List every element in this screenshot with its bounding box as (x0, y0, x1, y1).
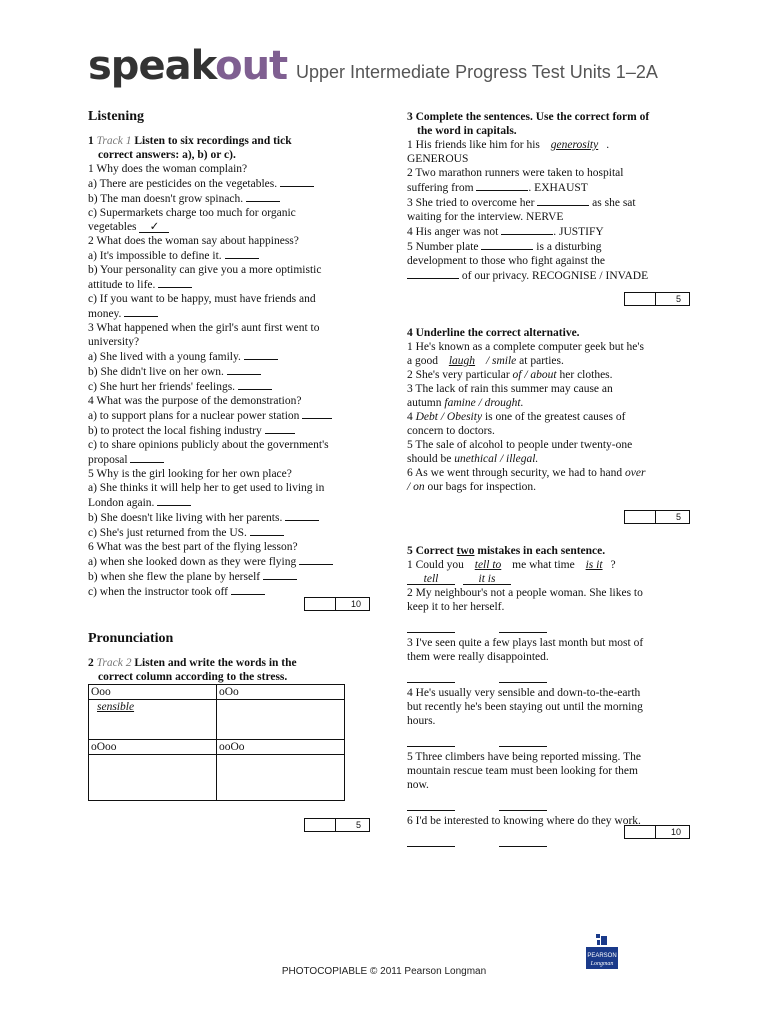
alternative-choice[interactable]: Debt / Obesity (415, 411, 483, 423)
option-line: c) Supermarkets charge too much for organic (88, 207, 296, 219)
question-line: 1 Why does the woman complain? (88, 163, 248, 175)
question-line: 2 What does the woman say about happiness? (88, 235, 299, 247)
q5-section: 5 Correct two mistakes in each sentence. 1 Could you tell to me what time is it ? tell it is 2 My neighbour's not a people woman. She likes to keep it to her herself. 3 I've seen quite a few plays last month but most of them were really disappointed. 4 He's usually very sensible and down-to-the-earth but recently he's been staying out until the morning hours. 5 Three climbers have being reported missing. The mountain rescue team must been looking for them now. 6 I'd be interested to knowing where do they work. (407, 544, 682, 850)
option-line: a) She lived with a young family. (88, 349, 356, 364)
option-line: c) If you want to be happy, must have friends and (88, 293, 316, 305)
listening-score-box: 10 (304, 597, 370, 611)
pearson-wordmark: PEARSON (587, 953, 617, 959)
column-header: ooOo (217, 740, 345, 755)
option-line: c) when the instructor took off (88, 584, 356, 599)
answer-blank[interactable] (130, 452, 164, 463)
option-line: a) to support plans for a nuclear power station (88, 408, 356, 423)
correction-field[interactable]: tell (407, 572, 455, 585)
option-line: London again. (88, 495, 356, 510)
correction-field[interactable] (407, 670, 455, 683)
option-line: b) She doesn't like living with her parents. (88, 510, 356, 525)
answer-blank[interactable] (157, 495, 191, 506)
answer-blank[interactable] (476, 180, 528, 191)
option-line: proposal (88, 452, 356, 467)
footer-copyright: PHOTOCOPIABLE © 2011 Pearson Longman (281, 966, 487, 977)
answer-cell[interactable] (89, 700, 217, 740)
option-line: a) It's impossible to define it. (88, 248, 356, 263)
q4-heading: 4 Underline the correct alternative. (407, 327, 580, 339)
answer-blank[interactable] (158, 277, 192, 288)
column-header: oOoo (89, 740, 217, 755)
option-line: money. (88, 306, 356, 321)
correction-field[interactable] (407, 734, 455, 747)
pronunciation-score-box: 5 (304, 818, 370, 832)
answer-blank[interactable] (299, 554, 333, 565)
question-line: 4 What was the purpose of the demonstration? (88, 395, 302, 407)
answer-blank[interactable] (280, 176, 314, 187)
answer-blank[interactable] (285, 510, 319, 521)
answer-cell[interactable] (89, 755, 217, 801)
correction-field[interactable] (499, 620, 547, 633)
q4-section: 4 Underline the correct alternative. 1 He's known as a complete computer geek but he's a good laugh / smile at parties. 2 She's very particular of / about her clothes. 3 The lack of rain this summer may cause an autumn famine / drought. 4 Debt / Obesity is one of the greatest causes of concern to doctors. 5 The sale of alcohol to people under twenty-one should be unethical / illegal. 6 As we went through security, we had to hand over / on our bags for inspection. (407, 326, 682, 494)
left-column: Listening 1 Track 1 Listen to six recordings and tick correct answers: a), b) or c). 1 Why does the woman complain? a) There are pesticides on the vegetables. b) The man doesn't grow spinach. c) Supermarkets charge too much for organic vegetables ✓ 2 What does the woman say about happiness? a) It's impossible to define it. b) Your personality can give you a more optimistic attitude to life. c) If you want to be happy, must have friends and money. 3 What happened when the girl's aunt first went to university? a) She lived with a young family. b) She didn't live on her own. c) She hurt her friends' feelings. 4 What was the purpose of the demonstration? a) to support plans for a nuclear power station b) to protect the local fishing industry c) to share opinions publicly about the government's proposal 5 Why is the girl looking for her own place? a) She thinks it will help her to get used to living in London again. b) She doesn't like living with her parents. c) She's just returned from the US. 6 What was the best part of the flying lesson? a) when she looked down as they were flying b) when she flew the plane by herself c) when the instructor took off (88, 110, 356, 599)
header (88, 44, 287, 88)
example-answer: generosity (550, 139, 599, 151)
option-line: c) to share opinions publicly about the government's (88, 439, 329, 451)
answer-blank[interactable] (231, 584, 265, 595)
stress-table (88, 684, 345, 801)
option-line: a) She thinks it will help her to get used to living in (88, 482, 325, 494)
answer-blank[interactable] (263, 569, 297, 580)
correction-field[interactable] (499, 734, 547, 747)
question-line: 3 What happened when the girl's aunt first went to (88, 322, 320, 334)
answer-blank[interactable] (302, 408, 332, 419)
option-line: b) to protect the local fishing industry (88, 423, 356, 438)
answer-blank[interactable] (124, 306, 158, 317)
answer-blank[interactable] (407, 268, 459, 279)
answer-blank[interactable] (501, 224, 553, 235)
question-line: 6 What was the best part of the flying lesson? (88, 541, 298, 553)
answer-blank[interactable] (238, 379, 272, 390)
track-label: Track 2 (96, 657, 132, 669)
alternative-choice[interactable]: over (625, 467, 646, 479)
longman-wordmark: Longman (590, 961, 614, 967)
example-answer: laugh (448, 355, 476, 367)
tick-mark: ✓ (149, 221, 160, 233)
q3-heading: 3 Complete the sentences. Use the correct form of (407, 111, 650, 123)
page-title: Upper Intermediate Progress Test Units 1–2A (296, 62, 658, 82)
right-column: 3 Complete the sentences. Use the correct form of the word in capitals. 1 His friends like him for his generosity . GENEROUS 2 Two marathon runners were taken to hospital suffering from . EXHAUST 3 She tried to overcome her as she sat waiting for the interview. NERVE 4 His anger was not . JUSTIFY 5 Number plate is a disturbing development to those who fight against the of our privacy. RECOGNISE / INVADE (407, 110, 682, 283)
track-label: Track 1 (96, 135, 132, 147)
option-line: b) The man doesn't grow spinach. (88, 191, 356, 206)
example-word: sensible (97, 701, 135, 713)
correction-field[interactable] (499, 834, 547, 847)
option-line: c) She hurt her friends' feelings. (88, 379, 356, 394)
answer-cell[interactable] (217, 755, 345, 801)
correction-field[interactable] (407, 620, 455, 633)
option-line: b) Your personality can give you a more optimistic (88, 264, 322, 276)
example-answer: is it (585, 559, 603, 571)
option-line: a) There are pesticides on the vegetables. (88, 176, 356, 191)
question-line: 5 Why is the girl looking for her own place? (88, 468, 292, 480)
option-line: b) She didn't live on her own. (88, 364, 356, 379)
pronunciation-section: Pronunciation 2 Track 2 Listen and write the words in the correct column according to the stress. Ooo oOo sensible oOoo ooOo (88, 632, 356, 801)
answer-blank[interactable] (537, 195, 589, 206)
correction-field[interactable] (499, 798, 547, 811)
speakout-logo: speakout (88, 43, 288, 89)
answer-blank[interactable] (265, 423, 295, 434)
answer-blank[interactable] (244, 349, 278, 360)
option-line: b) when she flew the plane by herself (88, 569, 356, 584)
column-header: oOo (217, 685, 345, 700)
answer-blank[interactable] (250, 525, 284, 536)
correction-field[interactable] (407, 834, 455, 847)
q3-score-box: 5 (624, 292, 690, 306)
answer-blank[interactable] (246, 191, 280, 202)
column-header: Ooo (89, 685, 217, 700)
q2-instruction: 2 Track 2 Listen and write the words in the (88, 657, 297, 669)
alternative-choice[interactable]: / on (407, 481, 425, 493)
q5-score-box: 10 (624, 825, 690, 839)
alternative-choice[interactable]: unethical / illegal. (454, 453, 539, 465)
listening-heading: Listening (88, 109, 145, 124)
alternative-choice[interactable]: of / about (512, 369, 557, 381)
answer-blank[interactable] (227, 364, 261, 375)
answer-blank[interactable] (225, 248, 259, 259)
example-answer: tell to (474, 559, 502, 571)
option-line: vegetables ✓ (88, 220, 356, 234)
correction-field[interactable] (499, 670, 547, 683)
answer-cell[interactable] (217, 700, 345, 740)
correction-field[interactable]: it is (463, 572, 511, 585)
alternative-choice[interactable]: famine / drought. (444, 397, 524, 409)
question-line: university? (88, 336, 140, 348)
option-line: a) when she looked down as they were flying (88, 554, 356, 569)
q5-heading: 5 Correct two mistakes in each sentence. (407, 545, 606, 557)
q1-instruction: 1 Track 1 Listen to six recordings and tick (88, 135, 292, 147)
option-line: c) She's just returned from the US. (88, 525, 356, 540)
answer-blank[interactable] (139, 222, 169, 233)
q4-score-box: 5 (624, 510, 690, 524)
correction-field[interactable] (407, 798, 455, 811)
answer-blank[interactable] (481, 239, 533, 250)
pronunciation-heading: Pronunciation (88, 631, 174, 646)
option-line: attitude to life. (88, 277, 356, 292)
